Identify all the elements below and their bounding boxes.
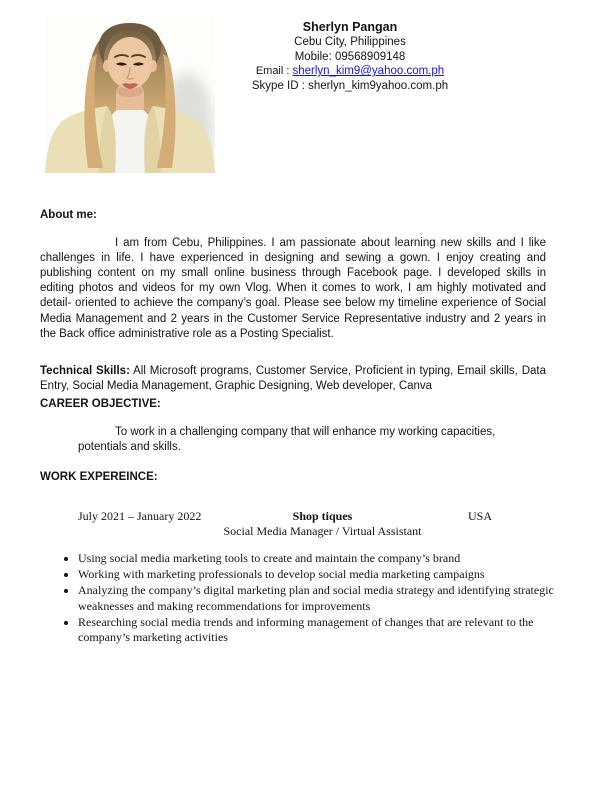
email-label: Email : (255, 65, 293, 78)
person-location: Cebu City, Philippines (294, 36, 406, 48)
job-bullet: • Using social media marketing tools to create and maintain the company’s brand (78, 551, 565, 567)
job-bullet-list (59, 551, 565, 646)
email-link[interactable]: sherlyn_kim9@yahoo.com.ph (292, 65, 445, 78)
job-location: USA (467, 509, 492, 523)
job-title: Social Media Manager / Virtual Assistant (223, 524, 422, 538)
about-heading: About me: (40, 209, 97, 221)
contact-header (148, 20, 552, 93)
person-name: Sherlyn Pangan (302, 20, 398, 34)
technical-skills-list: All Microsoft programs, Customer Service, Proficient in typing, Email skills, Data Entry, Social Media Management, Graphic Designing, Web developer, Canva (40, 364, 547, 392)
technical-skills-label: Technical Skills: (40, 364, 130, 377)
job-bullet: • Researching social media trends and informing management of changes that are relevant to the company’s marketing activities (78, 615, 565, 646)
career-objective-heading: CAREER OBJECTIVE: (40, 398, 161, 410)
about-paragraph: I am from Cebu, Philippines. I am passionate about learning new skills and I like challenges in life. I have experienced in designing and sewing a gown. I enjoy creating and publishing content on my small online business through Facebook page. I developed skills in editing photos and videos for my own Vlog. When it comes to work, I am highly motivated and detail- oriented to achieve the company’s goal. Please see below my timeline experience of Social Media Management and 2 years in the Customer Service Representative industry and 2 years in the Back office administrative role as a Posting Specialist. (40, 236, 546, 340)
job-company: Shop tiques (292, 509, 353, 523)
work-experience-heading: WORK EXPEREINCE: (40, 471, 158, 483)
job-dates: July 2021 – January 2022 (78, 509, 202, 523)
career-objective-body: To work in a challenging company that will enhance my working capacities, potentials and skills. (78, 425, 496, 453)
technical-skills-paragraph (40, 364, 546, 394)
person-mobile: Mobile: 09568909148 (294, 50, 406, 63)
job-bullet: • Analyzing the company’s digital marketing plan and social media strategy and identifying strategic weaknesses and making recommendations for improvements (78, 583, 565, 614)
email-line (148, 64, 552, 79)
skype-id: Skype ID : sherlyn_kim9yahoo.com.ph (251, 79, 449, 92)
job-bullet: • Working with marketing professionals to develop social media marketing campaigns (78, 567, 565, 583)
